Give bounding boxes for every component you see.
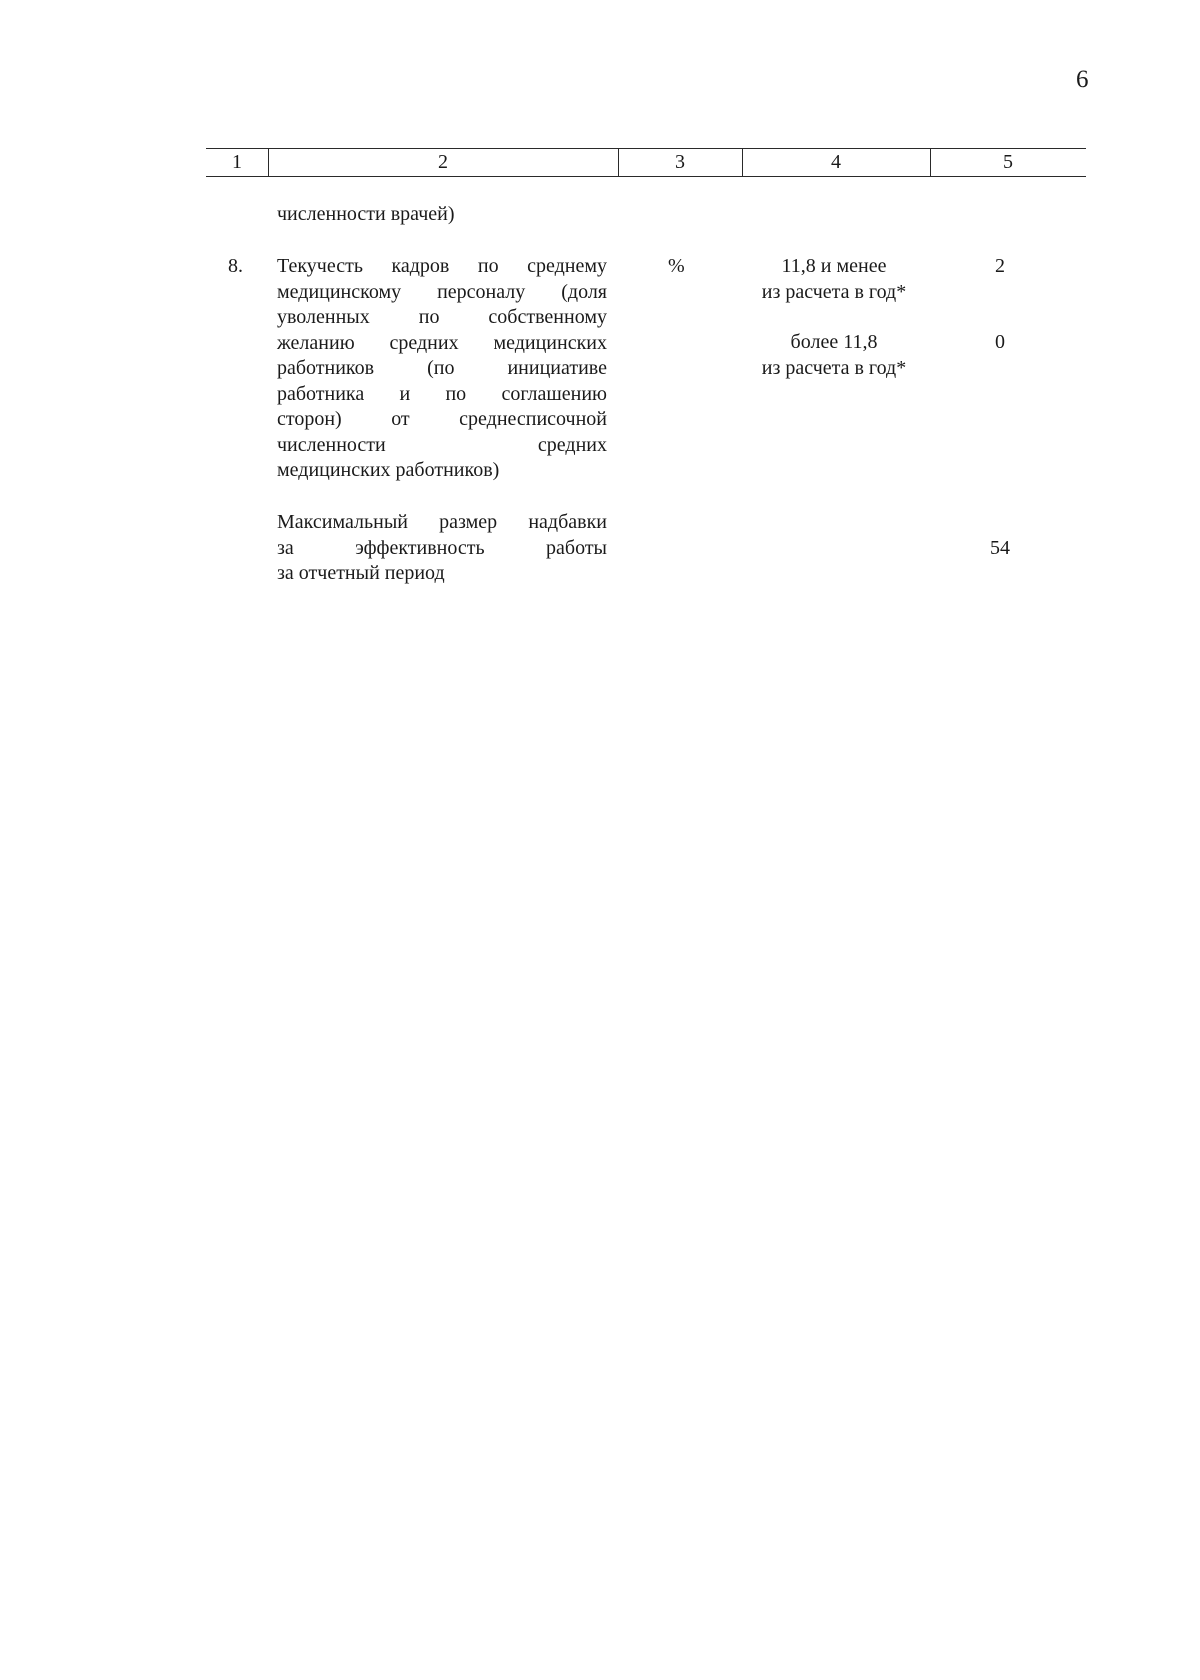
criterion-line: более 11,8: [790, 331, 878, 353]
unit-cell: %: [668, 255, 685, 277]
row-description: [277, 254, 607, 484]
description-line: медицинских работников): [277, 459, 500, 481]
max-bonus-description: [277, 510, 607, 587]
column-header-4: 4: [831, 151, 841, 173]
description-line: желанию средних медицинских: [277, 331, 607, 354]
page-number: 6: [1076, 66, 1089, 93]
description-line: медицинскому персоналу (доля: [277, 280, 607, 303]
description-line: за эффективность работы: [277, 536, 607, 559]
description-line: Текучесть кадров по среднему: [277, 255, 607, 277]
max-bonus-value: 54: [990, 537, 1010, 559]
column-header-5: 5: [1003, 151, 1013, 173]
criterion-line: из расчета в год*: [761, 356, 907, 379]
column-header-2: 2: [438, 151, 448, 173]
description-line: уволенных по собственному: [277, 306, 607, 328]
row-index: 8.: [228, 255, 243, 277]
description-line: работника и по соглашению: [277, 382, 607, 405]
score-low: 2: [995, 255, 1005, 277]
criterion-high: [740, 330, 928, 381]
criterion-line: из расчета в год*: [761, 280, 907, 303]
criterion-low: [740, 254, 928, 305]
description-line: сторон) от среднесписочной: [277, 408, 607, 430]
description-line: за отчетный период: [277, 562, 445, 584]
table-header-row: [206, 148, 1086, 177]
continuation-text: численности врачей): [277, 203, 455, 225]
description-line: численности средних: [277, 433, 607, 456]
column-header-1: 1: [232, 151, 242, 173]
description-line: работников (по инициативе: [277, 357, 607, 379]
column-header-3: 3: [675, 151, 685, 173]
score-high: 0: [995, 331, 1005, 353]
criterion-line: 11,8 и менее: [781, 255, 887, 277]
description-line: Максимальный размер надбавки: [277, 511, 607, 533]
